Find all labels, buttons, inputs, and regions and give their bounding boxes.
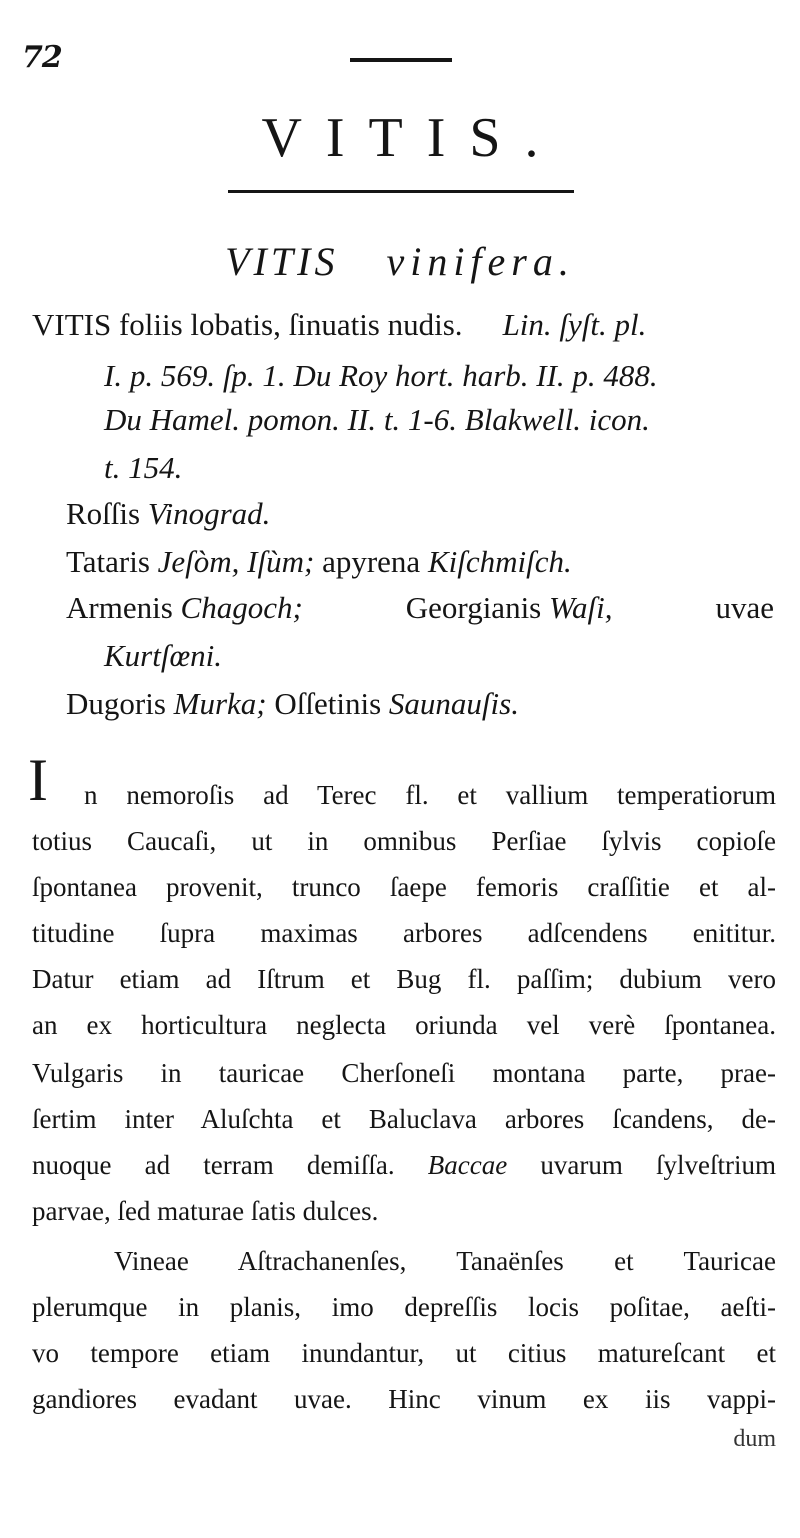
species-epithet: vinifera.: [386, 239, 575, 284]
page-number: 72: [22, 40, 62, 75]
paragraph-1-line: parvae, ſed maturae ſatis dulces.: [32, 1196, 379, 1226]
paragraph-1-line: titudine ſupra maximas arbores adſcendens enititur.: [32, 918, 776, 948]
catchword: dum: [733, 1426, 776, 1452]
language-label: Georgianis: [405, 590, 542, 625]
vernacular-name: Murka;: [173, 686, 267, 721]
paragraph-1-line: Vulgaris in tauricae Cherſoneſi montana parte, prae-: [32, 1058, 776, 1088]
text-run: uvarum ſylveſtrium: [540, 1150, 776, 1180]
vernacular-kurtsaeni: Kurtſœni.: [104, 638, 223, 673]
species-genus: VITIS: [225, 239, 339, 284]
genus-heading: VITIS.: [261, 107, 563, 169]
synonymy-reference: Lin. ſyſt. pl.: [502, 307, 647, 342]
heading-rule: [228, 190, 574, 193]
paragraph-2-line: plerumque in planis, imo depreſſis locis poſitae, aeſti-: [32, 1292, 776, 1322]
synonymy-line-3: Du Hamel. pomon. II. t. 1-6. Blakwell. icon.: [104, 402, 650, 437]
vernacular-dugoris: [66, 686, 519, 722]
synonymy-line-4: t. 154.: [104, 450, 183, 485]
language-label: Armenis: [66, 590, 173, 625]
paragraph-2-line: Vineae Aſtrachanenſes, Tanaënſes et Tauricae: [114, 1246, 776, 1276]
vernacular-name: Waſi,: [549, 590, 613, 625]
vernacular-name: Vinograd.: [147, 496, 271, 531]
vernacular-tataris: [66, 544, 572, 580]
header-rule: [350, 58, 452, 62]
language-label: Roſſis: [66, 496, 141, 531]
synonymy-line-1: [32, 307, 646, 343]
paragraph-1-line: ſpontanea provenit, trunco ſaepe femoris craſſitie et al-: [32, 872, 776, 902]
vernacular-armenis: [66, 590, 774, 626]
vernacular-name: Jeſòm, Iſùm;: [157, 544, 315, 579]
italic-term: Baccae: [427, 1150, 508, 1180]
paragraph-1-line: Datur etiam ad Iſtrum et Bug fl. paſſim; dubium vero: [32, 964, 776, 994]
paragraph-1-line: [32, 1150, 776, 1181]
text-run: nuoque ad terram demiſſa.: [32, 1150, 395, 1180]
species-heading: [0, 238, 800, 285]
vernacular-rossis: [66, 496, 270, 532]
vernacular-name: Saunauſis.: [388, 686, 519, 721]
paragraph-1-line: an ex horticultura neglecta oriunda vel verè ſpontanea.: [32, 1010, 776, 1040]
paragraph-1-line: totius Caucaſi, ut in omnibus Perſiae ſylvis copioſe: [32, 826, 776, 856]
language-label: Dugoris: [66, 686, 166, 721]
uvae-label: uvae: [715, 590, 774, 625]
language-label: Oſſetinis: [274, 686, 382, 721]
vernacular-name: Kiſchmiſch.: [427, 544, 572, 579]
paragraph-2-line: vo tempore etiam inundantur, ut citius matureſcant et: [32, 1338, 776, 1368]
variety-label: apyrena: [322, 544, 421, 579]
language-label: Tataris: [66, 544, 150, 579]
drop-cap: I: [28, 747, 48, 813]
paragraph-1-line: n nemoroſis ad Terec fl. et vallium temperatiorum: [84, 780, 776, 810]
synonymy-diagnosis: VITIS foliis lobatis, ſinuatis nudis.: [32, 307, 463, 342]
vernacular-name: Chagoch;: [180, 590, 303, 625]
synonymy-line-2: I. p. 569. ſp. 1. Du Roy hort. harb. II. p. 488.: [104, 358, 658, 393]
paragraph-1-line: ſertim inter Aluſchta et Baluclava arbores ſcandens, de-: [32, 1104, 776, 1134]
paragraph-2-line: gandiores evadant uvae. Hinc vinum ex iis vappi-: [32, 1384, 776, 1414]
